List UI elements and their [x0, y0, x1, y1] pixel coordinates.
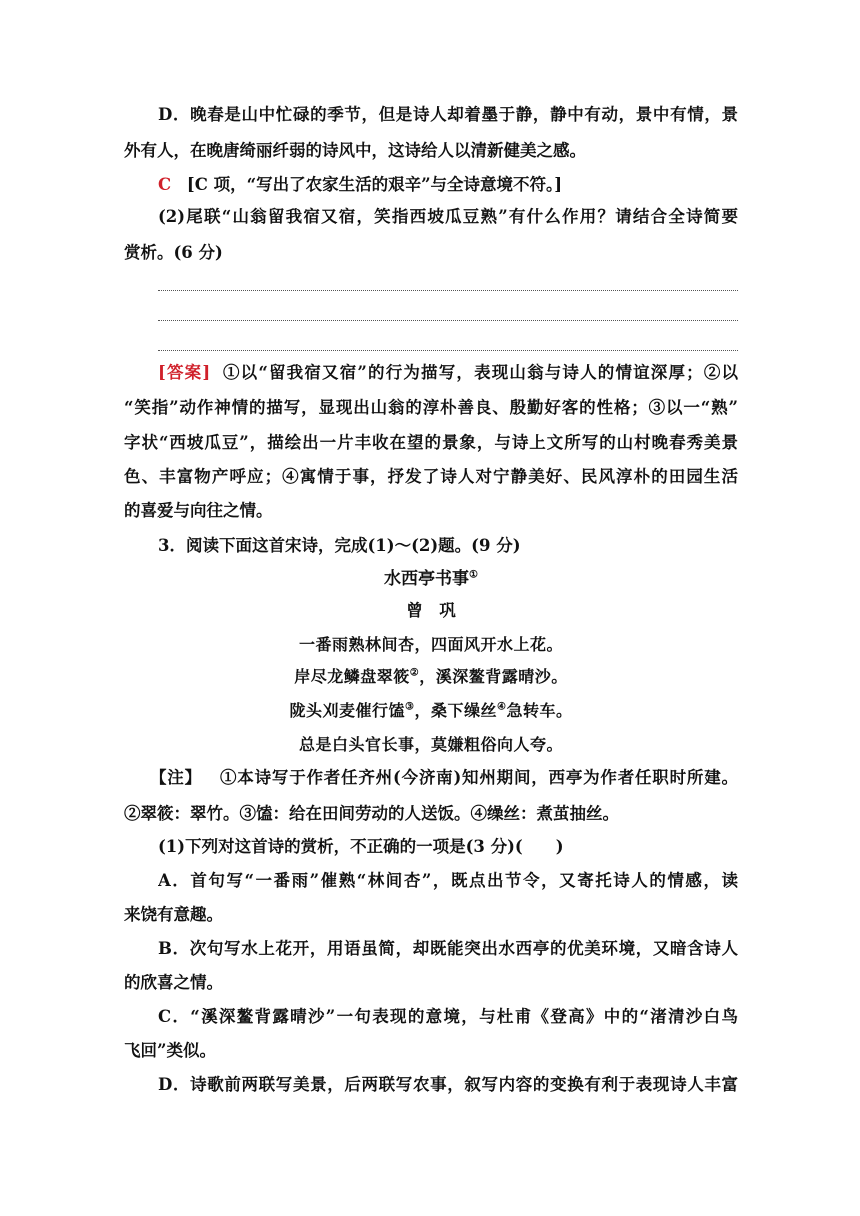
poem-line-3: 陇头刈麦催行馌③，桑下缲丝④急转车。 [289, 701, 573, 720]
answer-blank-line-1 [158, 290, 738, 291]
poem-author: 曾 巩 [406, 601, 456, 620]
answer-blank-line-3 [158, 350, 738, 351]
answer-2-line5: 的喜爱与向往之情。 [124, 501, 273, 520]
poem-line-4: 总是白头官长事，莫嫌粗俗向人夸。 [298, 735, 563, 754]
option-d-line1: D．晚春是山中忙碌的季节，但是诗人却着墨于静，静中有动，景中有情，景 [158, 105, 738, 124]
subquestion-2-line1: (2)尾联“山翁留我宿又宿，笑指西坡瓜豆熟”有什么作用？请结合全诗简要 [158, 207, 738, 226]
answer-1-explanation: [C 项，“写出了农家生活的艰辛”与全诗意境不符。] [186, 175, 563, 194]
poem-title-note: ① [469, 569, 478, 581]
answer-tag: [答案] [158, 363, 211, 382]
option-b-line2: 的欣喜之情。 [124, 973, 223, 992]
answer-1 [158, 174, 738, 196]
answer-blank-line-2 [158, 320, 738, 321]
notes-line1: 【注】 ①本诗写于作者任齐州(今济南)知州期间，西亭为作者任职时所建。 [150, 768, 738, 787]
option-d-line2: 外有人，在晚唐绮丽纤弱的诗风中，这诗给人以清新健美之感。 [124, 141, 586, 160]
poem-line-1: 一番雨熟林间杏，四面风开水上花。 [298, 635, 563, 654]
option-d-3-line1: D．诗歌前两联写美景，后两联写农事，叙写内容的变换有利于表现诗人丰富 [158, 1075, 738, 1094]
subquestion-3-1: (1)下列对这首诗的赏析，不正确的一项是(3 分)( ) [158, 837, 564, 856]
option-b-line1: B．次句写水上花开，用语虽简，却既能突出水西亭的优美环境，又暗含诗人 [158, 939, 738, 958]
option-a-line1: A．首句写“一番雨”催熟“林间杏”，既点出节令，又寄托诗人的情感，读 [158, 871, 738, 890]
question-3-intro: 3．阅读下面这首宋诗，完成(1)～(2)题。(9 分) [158, 536, 521, 555]
notes-label: 【注】 [150, 768, 202, 787]
answer-2-line1: [答案] ①以“留我宿又宿”的行为描写，表现山翁与诗人的情谊深厚；②以 [158, 363, 738, 382]
option-c-line1: C．“溪深鳌背露晴沙”一句表现的意境，与杜甫《登高》中的“渚清沙白鸟 [158, 1007, 738, 1026]
answer-2-line3: 字状“西坡瓜豆”，描绘出一片丰收在望的景象，与诗上文所写的山村晚春秀美景 [124, 433, 738, 452]
answer-2-line2: “笑指”动作神情的描写，显现出山翁的淳朴善良、殷勤好客的性格；③以一“熟” [124, 398, 738, 417]
poem-title: 水西亭书事① [384, 569, 478, 589]
option-c-line2: 飞回”类似。 [124, 1041, 216, 1060]
option-a-line2: 来饶有意趣。 [124, 905, 223, 924]
subquestion-2-line2: 赏析。(6 分) [124, 243, 223, 262]
poem-line-2: 岸尽龙鳞盘翠筱②，溪深鳌背露晴沙。 [294, 667, 568, 686]
notes-line2: ②翠筱：翠竹。③馌：给在田间劳动的人送饭。④缲丝：煮茧抽丝。 [124, 804, 619, 823]
answer-1-letter: C [158, 175, 172, 194]
answer-2-line4: 色、丰富物产呼应；④寓情于事，抒发了诗人对宁静美好、民风淳朴的田园生活 [124, 467, 738, 486]
